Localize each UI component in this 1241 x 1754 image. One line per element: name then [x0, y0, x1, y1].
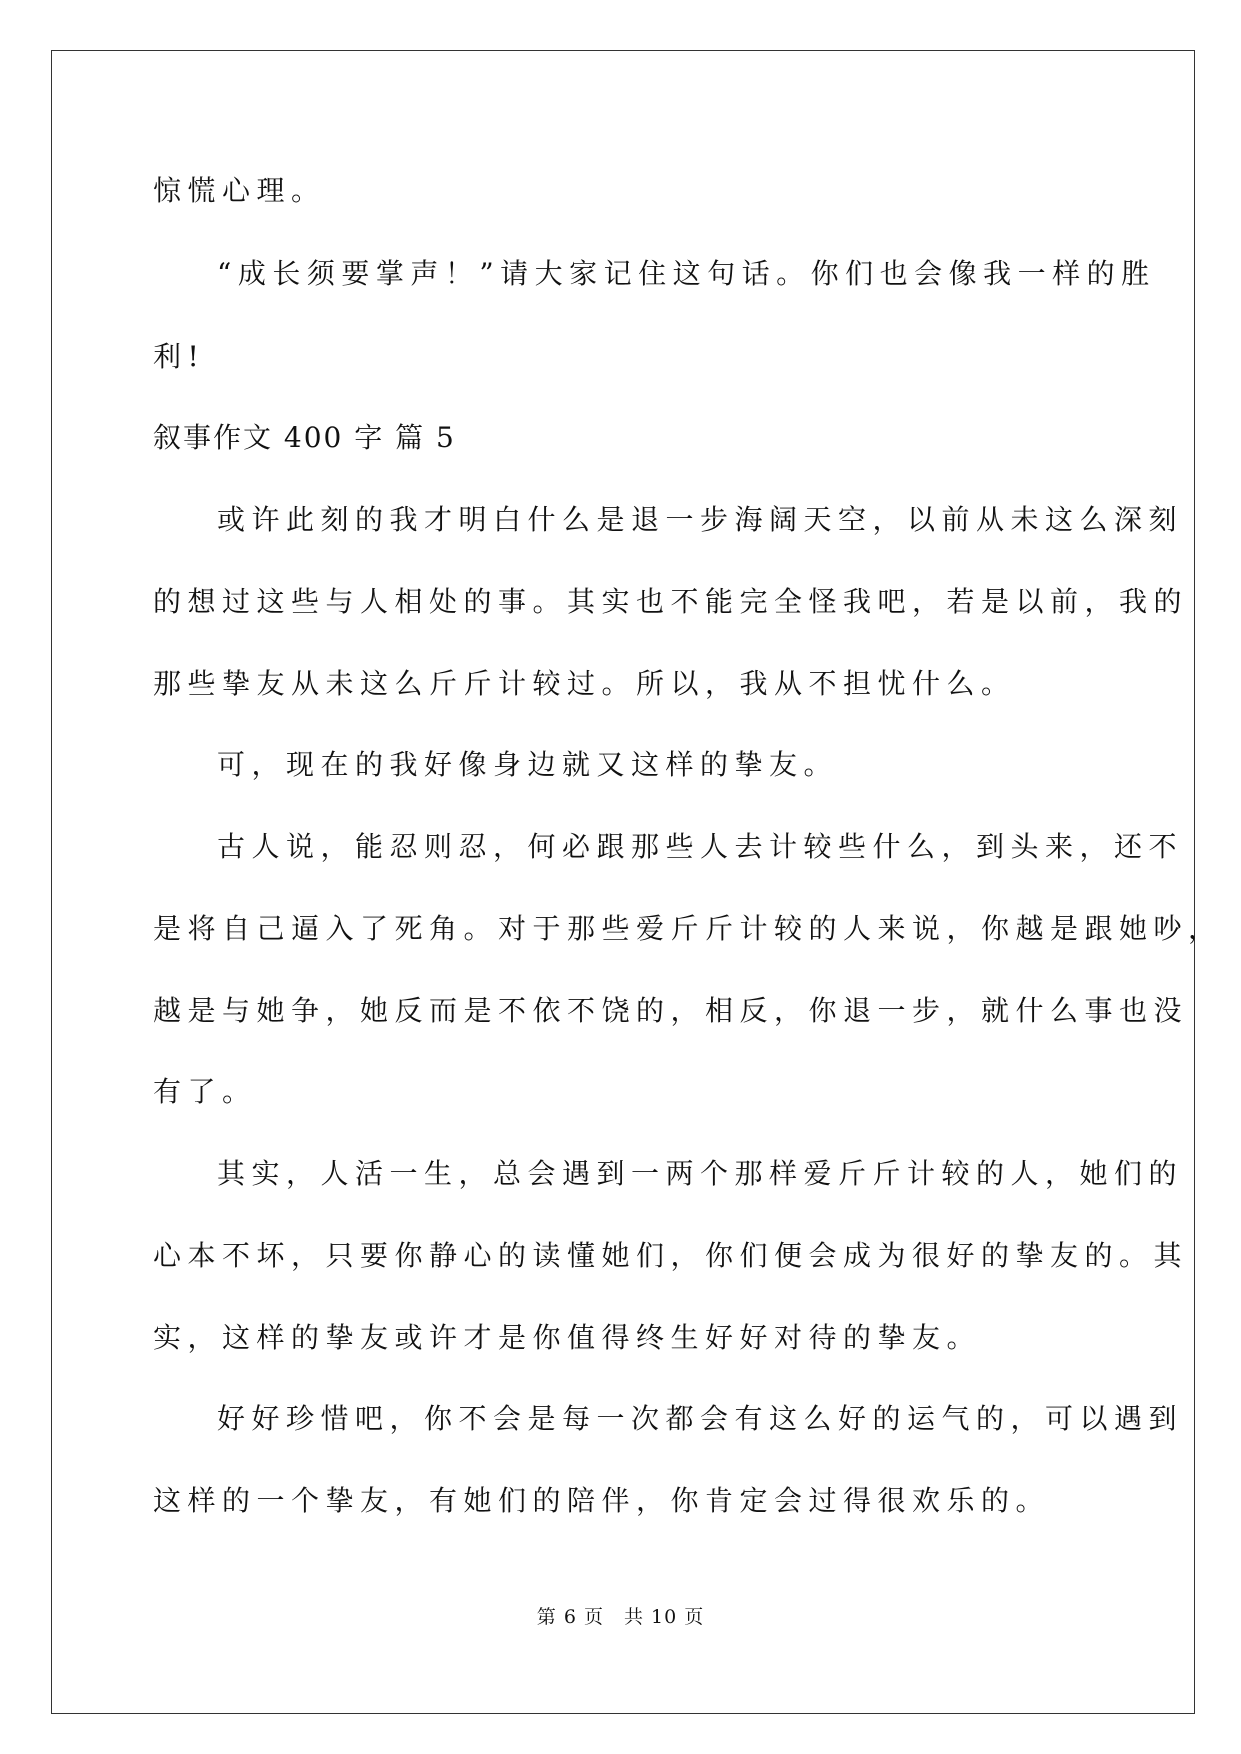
page-border [51, 50, 1195, 1714]
text-line: 古人说，能忍则忍，何必跟那些人去计较些什么，到头来，还不 [217, 830, 1184, 863]
text-line: 好好珍惜吧，你不会是每一次都会有这么好的运气的，可以遇到 [217, 1402, 1184, 1435]
text-line: 惊慌心理。 [153, 174, 326, 207]
text-line: 利! [153, 340, 206, 373]
text-line: 其实，人活一生，总会遇到一两个那样爱斤斤计较的人，她们的 [217, 1157, 1184, 1190]
text-line: 有了。 [153, 1075, 257, 1108]
text-line: 越是与她争，她反而是不依不饶的，相反，你退一步，就什么事也没 [153, 994, 1189, 1027]
text-line: 实，这样的挚友或许才是你值得终生好好对待的挚友。 [153, 1321, 982, 1354]
text-line: “成长须要掌声！”请大家记住这句话。你们也会像我一样的胜 [217, 257, 1156, 290]
text-line: 是将自己逼入了死角。对于那些爱斤斤计较的人来说，你越是跟她吵， [153, 912, 1223, 945]
page-number: 第 6 页 [536, 1606, 604, 1628]
text-line: 那些挚友从未这么斤斤计较过。所以，我从不担忧什么。 [153, 667, 1016, 700]
text-line: 心本不坏，只要你静心的读懂她们，你们便会成为很好的挚友的。其 [153, 1239, 1189, 1272]
text-line: 这样的一个挚友，有她们的陪伴，你肯定会过得很欢乐的。 [153, 1484, 1051, 1517]
page-footer [0, 1602, 1241, 1629]
text-line: 的想过这些与人相处的事。其实也不能完全怪我吧，若是以前，我的 [153, 585, 1189, 618]
page-total: 共 10 页 [623, 1606, 705, 1628]
section-heading: 叙事作文 400 字 篇 5 [153, 421, 456, 454]
text-line: 可，现在的我好像身边就又这样的挚友。 [217, 748, 839, 781]
text-line: 或许此刻的我才明白什么是退一步海阔天空，以前从未这么深刻 [217, 503, 1184, 536]
